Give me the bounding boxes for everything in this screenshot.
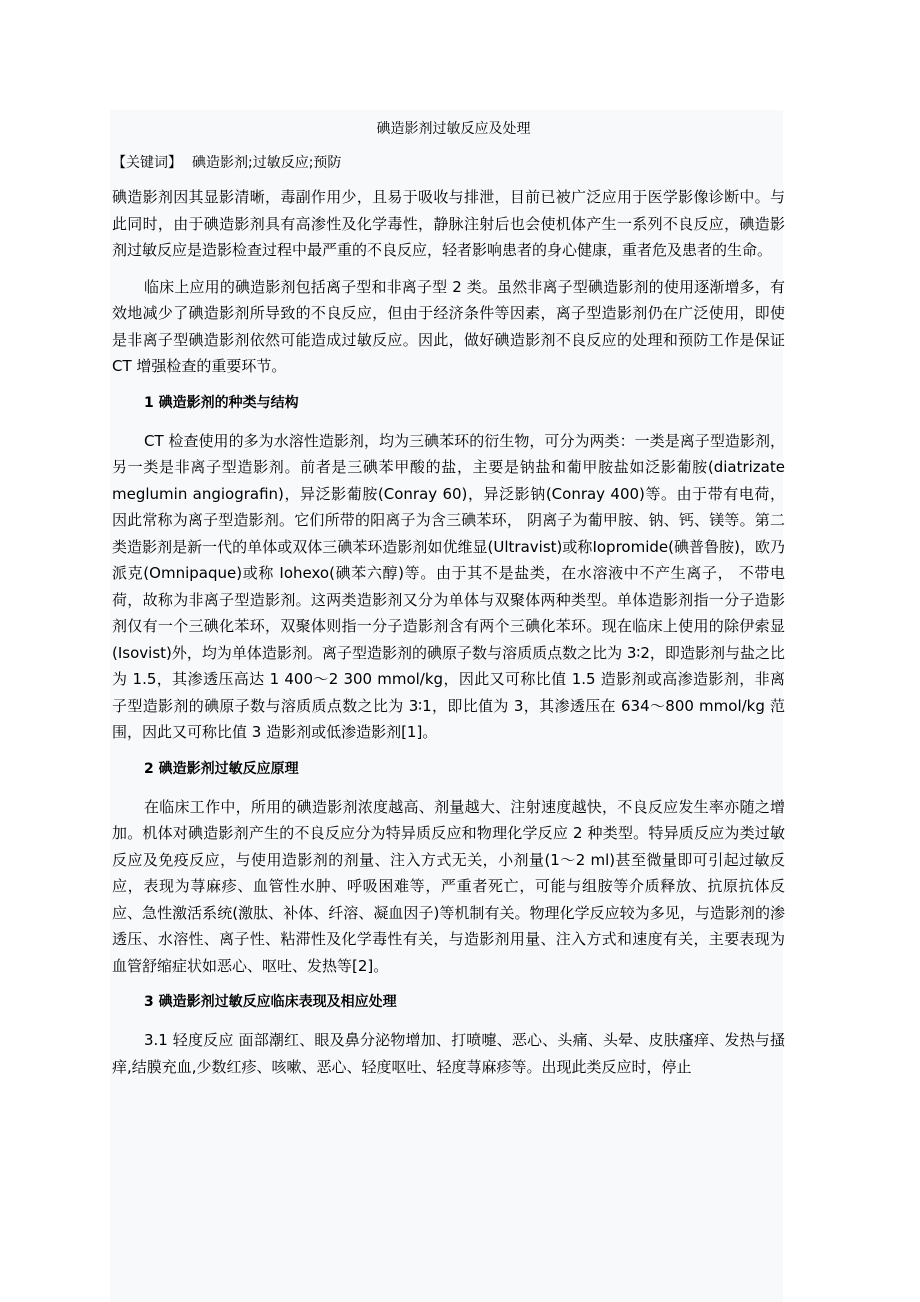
section-heading-3: 3 碘造影剂过敏反应临床表现及相应处理 — [144, 994, 397, 1010]
paragraph-mild-reaction: 3.1 轻度反应 面部潮红、眼及鼻分泌物增加、打喷嚏、恶心、头痛、头晕、皮肤瘙痒、发热与搔痒,结膜充血,少数红疹、咳嗽、恶心、轻度呕吐、轻度荨麻疹等。出现此类反应时，停止 — [112, 1031, 785, 1076]
section-heading-1: 1 碘造影剂的种类与结构 — [144, 394, 299, 411]
paragraph-types-structure: CT 检查使用的多为水溶性造影剂，均为三碘苯环的衍生物，可分为两类：一类是离子型造影剂，另一类是非离子型造影剂。前者是三碘苯甲酸的盐，主要是钠盐和葡甲胺盐如泛影葡胺(diatrizate meglumin angiografin)，异泛影葡胺(Conray 60)，异泛影钠(Conray 400)等。由于带有电荷，因此常称为离子型造影剂。它们所带的阳离子为含三碘苯环， 阴离子为葡甲胺、钠、钙、镁等。第二类造影剂是新一代的单体或双体三碘苯环造影剂如优维显(Ultravist)或称Iopromide(碘普鲁胺)，欧乃派克(Omnipaque)或称 Iohexo(碘苯六醇)等。由于其不是盐类，在水溶液中不产生离子， 不带电荷，故称为非离子型造影剂。这两类造影剂又分为单体与双聚体两种类型。单体造影剂指一分子造影剂仅有一个三碘化苯环，双聚体则指一分子造影剂含有两个三碘化苯环。现在临床上使用的除伊索显(Isovist)外，均为单体造影剂。离子型造影剂的碘原子数与溶质质点数之比为 3∶2，即造影剂与盐之比为 1.5，其渗透压高达 1 400～2 300 mmol/kg，因此又可称比值 1.5 造影剂或高渗造影剂，非离子型造影剂的碘原子数与溶质质点数之比为 3∶1，即比值为 3，其渗透压在 634～800 mmol/kg 范围，因此又可称比值 3 造影剂或低渗造影剂[1]。 — [112, 431, 786, 741]
paragraph-mechanism: 在临床工作中，所用的碘造影剂浓度越高、剂量越大、注射速度越快，不良反应发生率亦随之增加。机体对碘造影剂产生的不良反应分为特异质反应和物理化学反应 2 种类型。特异质反应为类过敏反应及免疫反应，与使用造影剂的剂量、注入方式无关，小剂量(1～2 ml)甚至微量即可引起过敏反应，表现为荨麻疹、血管性水肿、呼吸困难等，严重者死亡，可能与组胺等介质释放、抗原抗体反应、急性激活系统(激肽、补体、纤溶、凝血因子)等机制有关。物理化学反应较为多见，与造影剂的渗透压、水溶性、离子性、粘滞性及化学毒性有关，与造影剂用量、注入方式和速度有关，主要表现为血管舒缩症状如恶心、呕吐、发热等[2]。 — [112, 797, 785, 975]
keywords-value: 碘造影剂;过敏反应;预防 — [192, 155, 342, 171]
keywords-label: 【关键词】 — [112, 155, 182, 171]
paragraph-types-overview: 临床上应用的碘造影剂包括离子型和非离子型 2 类。虽然非离子型碘造影剂的使用逐渐增多，有效地减少了碘造影剂所导致的不良反应，但由于经济条件等因素，离子型造影剂仍在广泛使用，即使是非离子型碘造影剂依然可能造成过敏反应。因此，做好碘造影剂不良反应的处理和预防工作是保证 CT 增强检查的重要环节。 — [112, 277, 785, 375]
document-content — [112, 116, 785, 1090]
paragraph-intro: 碘造影剂因其显影清晰，毒副作用少，且易于吸收与排泄，目前已被广泛应用于医学影像诊断中。与此同时，由于碘造影剂具有高渗性及化学毒性，静脉注射后也会使机体产生一系列不良反应，碘造影剂过敏反应是造影检查过程中最严重的不良反应，轻者影响患者的身心健康，重者危及患者的生命。 — [112, 188, 785, 259]
keywords-line — [112, 150, 785, 176]
section-heading-2: 2 碘造影剂过敏反应原理 — [144, 760, 299, 777]
document-title: 碘造影剂过敏反应及处理 — [376, 121, 531, 137]
